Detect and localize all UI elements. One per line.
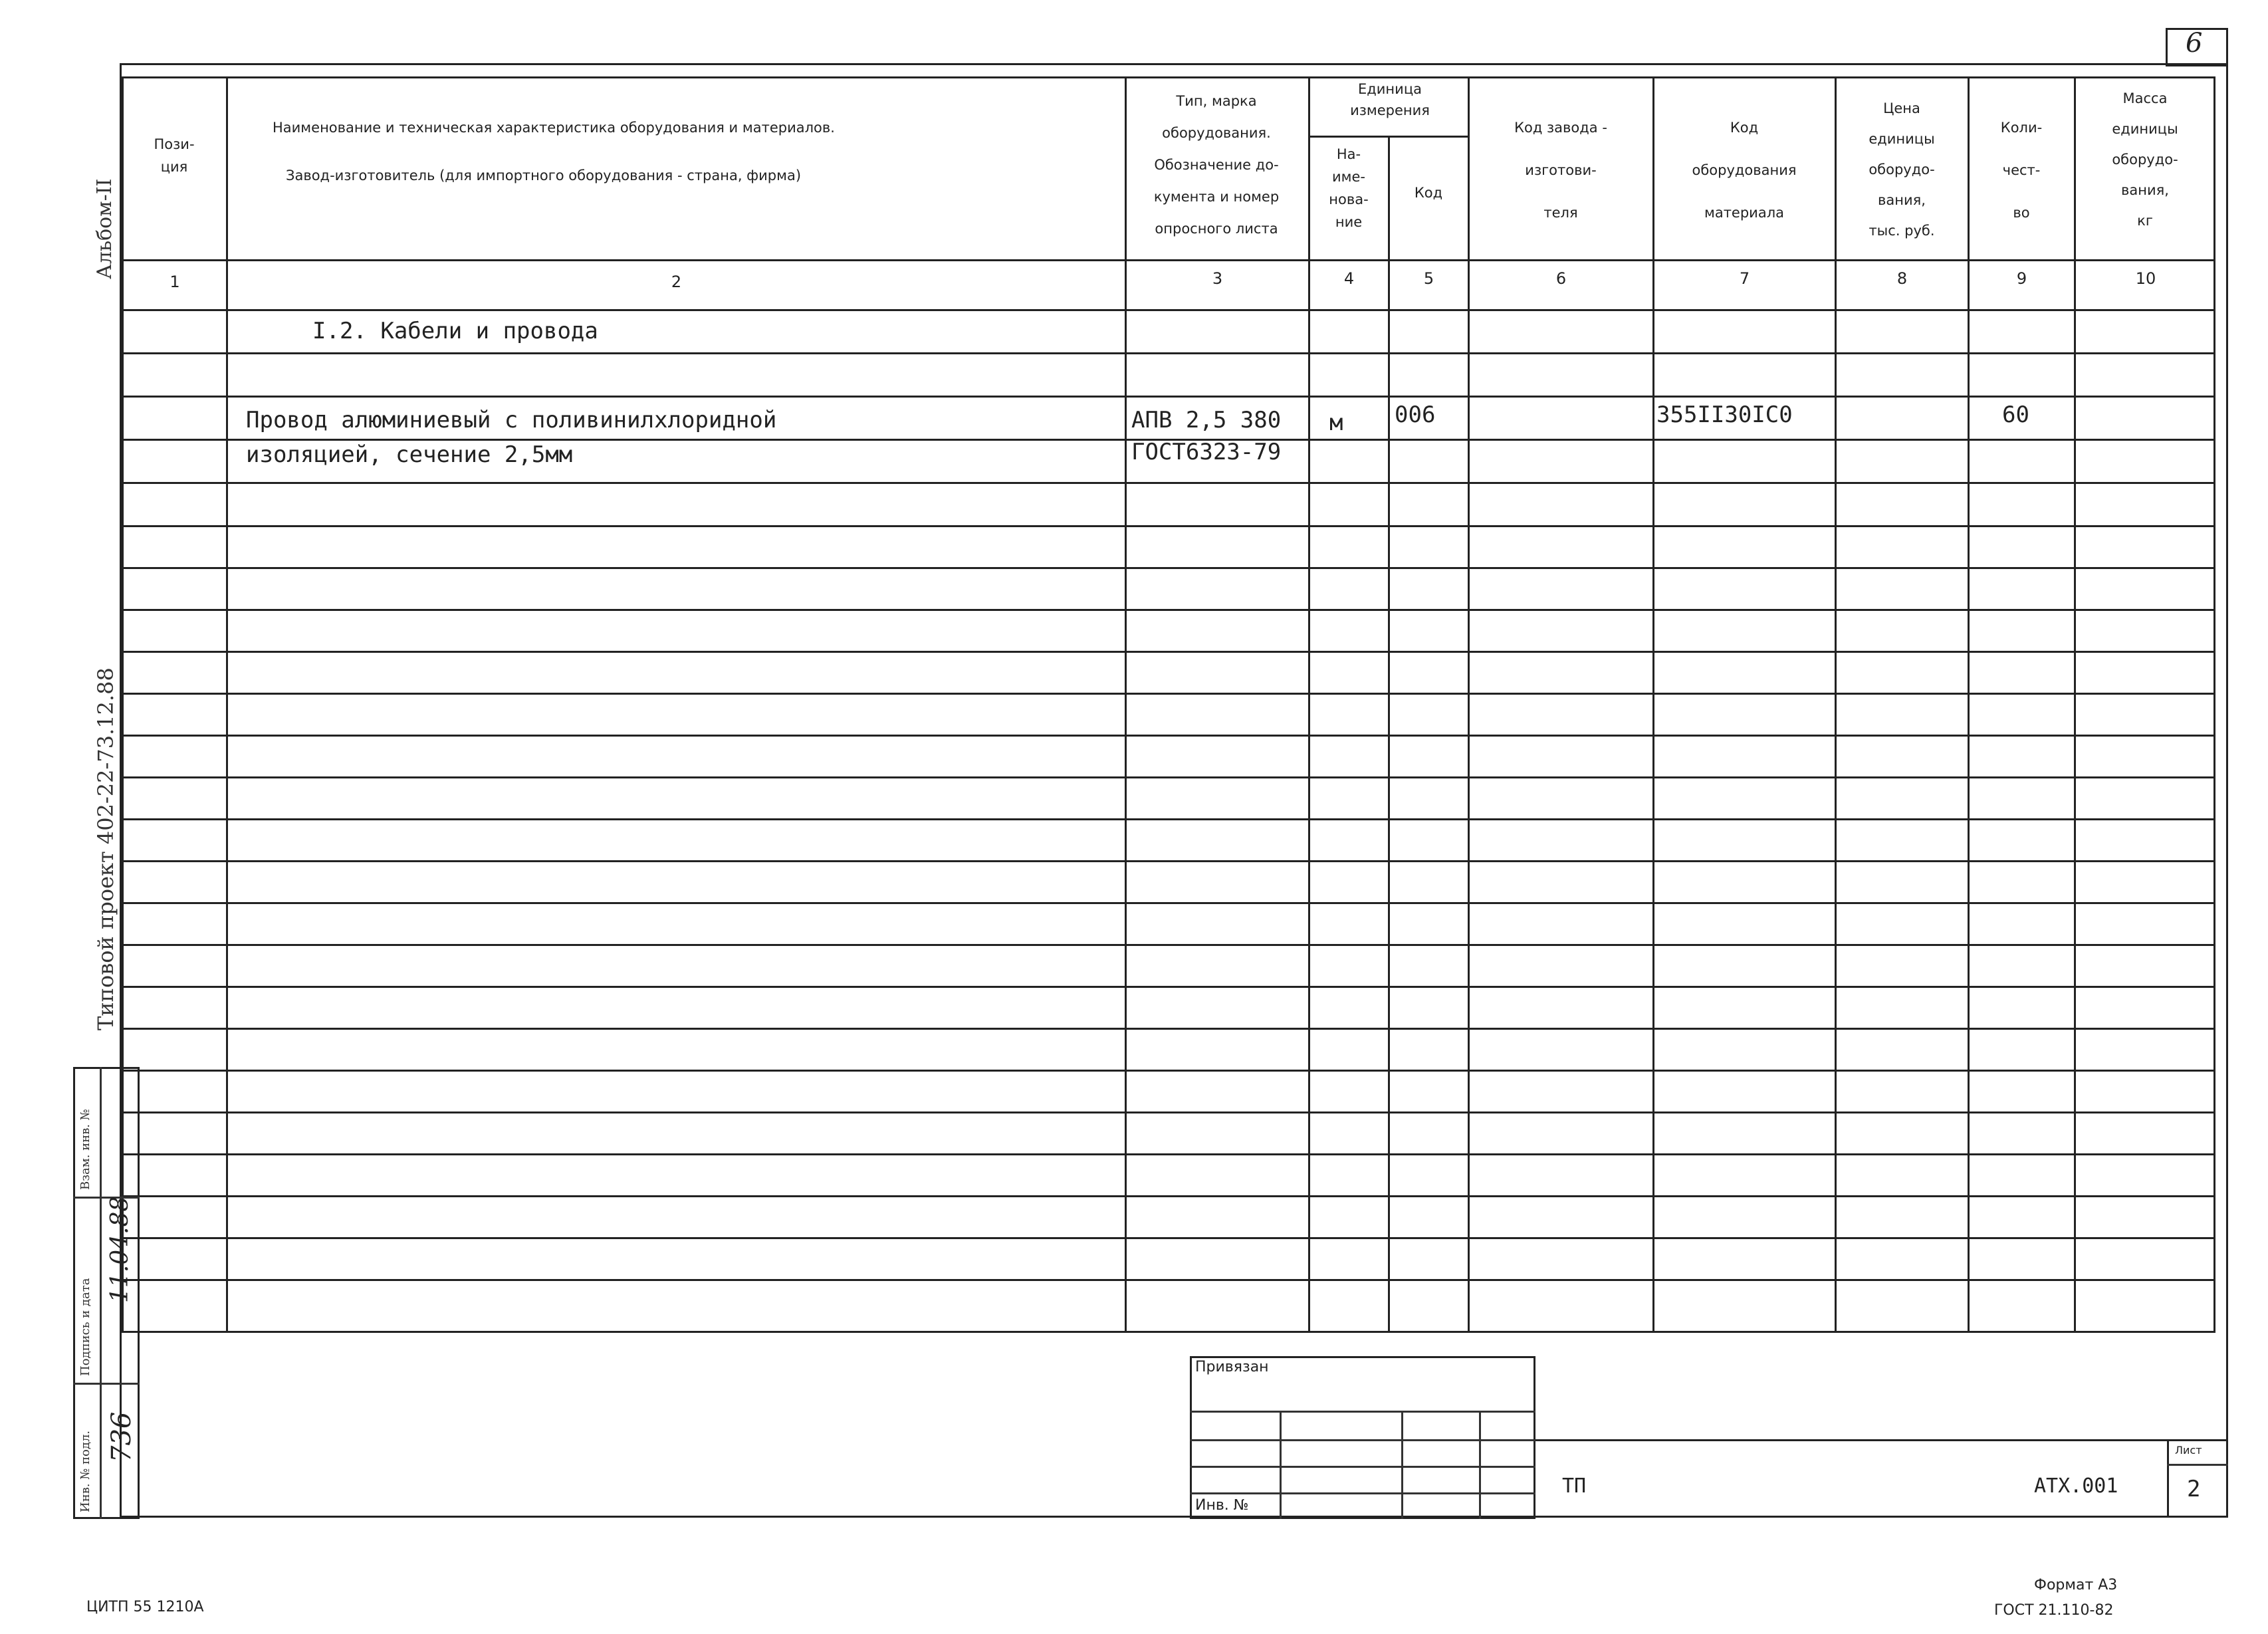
col10-header [2077, 83, 2213, 236]
handwritten-inv: 736 [106, 1411, 137, 1462]
col2-header-line1: Наименование и техническая характеристика оборудования и материалов. [273, 120, 835, 136]
bottom-left-code: ЦИТП 55 1210А [86, 1599, 204, 1615]
col8-header-line: Цена [1883, 100, 1920, 116]
col-line [1125, 76, 1127, 1333]
row-line [122, 735, 2215, 737]
col4-header-line: ние [1335, 214, 1363, 230]
sheet-number: 2 [2187, 1476, 2201, 1502]
attached-vline [1401, 1411, 1403, 1519]
col10-header-line: Масса [2122, 90, 2168, 106]
col-number: 10 [2135, 269, 2156, 288]
col-line [1652, 76, 1654, 1333]
row-line [122, 1153, 2215, 1155]
row-line [122, 776, 2215, 778]
item-name-line1: Провод алюминиевый с поливинилхлоридной [246, 407, 777, 433]
handwritten-date: 11.04.88 [106, 1196, 134, 1303]
row-line [122, 1111, 2215, 1113]
col1-header: Пози-ция [154, 136, 195, 175]
attached-line [1190, 1466, 1535, 1468]
number-row-line [122, 309, 2215, 311]
col-line [1968, 76, 1970, 1333]
header-bottom-line [122, 259, 2215, 261]
col6-header [1470, 106, 1651, 234]
row-line [122, 818, 2215, 820]
col2-header-line2: Завод-изготовитель (для импортного оборудования - страна, фирма) [286, 168, 802, 183]
section-title: I.2. Кабели и провода [312, 318, 598, 344]
col6-header-line: изготови- [1525, 162, 1597, 178]
col8-header-line: единицы [1869, 131, 1935, 147]
col10-header-line: вания, [2121, 182, 2169, 198]
col7-header-line: материала [1704, 205, 1784, 221]
row-line [122, 1237, 2215, 1239]
item-unit: м [1329, 409, 1343, 436]
col10-header-line: единицы [2112, 121, 2178, 137]
item-name-line2: изоляцией, сечение 2,5мм [246, 441, 573, 468]
col-line [226, 76, 228, 1333]
col9-header [1970, 106, 2073, 234]
row-line [122, 651, 2215, 653]
doc-code: АТХ.001 [2034, 1474, 2118, 1498]
row-line [122, 986, 2215, 988]
col3-header [1127, 85, 1305, 245]
row-line [122, 944, 2215, 946]
col6-header-line: Код завода - [1514, 120, 1607, 136]
col8-header-line: вания, [1878, 192, 1926, 208]
col10-header-line: кг [2137, 213, 2153, 229]
col4-header-line: нова- [1329, 191, 1369, 207]
attached-line [1190, 1439, 1535, 1441]
col-number: 2 [671, 273, 682, 291]
col-number: 7 [1739, 269, 1750, 288]
col-number: 3 [1212, 269, 1223, 288]
sheet-corner-number: 6 [2186, 28, 2203, 58]
attached-vline [1280, 1411, 1282, 1519]
item-unit-code: 006 [1395, 402, 1436, 428]
stamp-divider [73, 1383, 140, 1385]
spec-table [122, 76, 2215, 1333]
attached-block [1190, 1356, 1535, 1519]
col10-header-line: оборудо- [2112, 152, 2178, 168]
inv-label: Инв. № [1195, 1497, 1249, 1514]
stamp-sign-date: Подпись и дата [78, 1278, 92, 1376]
col-line [2074, 76, 2076, 1333]
row-line [122, 1070, 2215, 1072]
col-line [1468, 76, 1470, 1333]
col4-header-line: На- [1336, 146, 1361, 162]
col9-header-line: Коли- [2000, 120, 2043, 136]
row-line [122, 860, 2215, 862]
col-number: 9 [2016, 269, 2027, 288]
col5-header: Код [1414, 185, 1443, 201]
sheet-label: Лист [2175, 1444, 2202, 1457]
sheet-cell-split [2167, 1464, 2228, 1466]
row-line [122, 1028, 2215, 1030]
attached-line [1190, 1492, 1535, 1494]
col3-header-line: оборудования. [1162, 125, 1271, 141]
album-label: Альбом-II [93, 178, 116, 279]
col4-header-line: име- [1332, 169, 1365, 185]
row-line [122, 482, 2215, 484]
stamp-inv-orig: Инв. № подл. [78, 1430, 92, 1512]
item-type-line1: АПВ 2,5 380 [1131, 407, 1282, 433]
attached-vline [1479, 1411, 1481, 1519]
row-line [122, 609, 2215, 611]
col-number: 4 [1343, 269, 1355, 288]
header-subline [1308, 136, 1470, 138]
col3-header-line: Обозначение до- [1154, 157, 1279, 173]
stamp-divider [100, 1067, 102, 1519]
col3-header-line: опросного листа [1155, 221, 1278, 237]
stamp-replace-inv: Взам. инв. № [78, 1109, 92, 1190]
col6-header-line: теля [1543, 205, 1578, 221]
col7-header-line: Код [1730, 120, 1759, 136]
row-line [122, 693, 2215, 695]
item-material-code: 355II30IС0 [1656, 402, 1793, 428]
col8-header-line: тыс. руб. [1869, 223, 1935, 239]
col8-header-line: оборудо- [1869, 162, 1935, 177]
col7-header-line: оборудования [1692, 162, 1797, 178]
title-block-top [1535, 1439, 2228, 1441]
row-line [122, 902, 2215, 904]
col-number: 5 [1423, 269, 1434, 288]
project-label: Типовой проект 402-22-73.12.88 [93, 667, 118, 1030]
col9-header-line: во [2013, 205, 2030, 221]
col-line [1308, 76, 1310, 1333]
tp-label: ТП [1562, 1474, 1587, 1498]
item-quantity: 60 [2002, 402, 2029, 428]
row-line [122, 1195, 2215, 1197]
attached-label: Привязан [1195, 1359, 1269, 1375]
sheet-cell-line [2167, 1439, 2169, 1518]
col-number: 1 [170, 273, 180, 291]
col-number: 8 [1896, 269, 1908, 288]
col3-header-line: кумента и номер [1153, 189, 1280, 205]
attached-line [1190, 1411, 1535, 1413]
row-line [122, 567, 2215, 569]
col-number: 6 [1555, 269, 1567, 288]
row-line [122, 1279, 2215, 1281]
col8-header [1837, 93, 1966, 246]
col4-header [1311, 143, 1387, 233]
col3-header-line: Тип, марка [1176, 93, 1257, 109]
row-line [122, 525, 2215, 527]
unit-group-header: Единица измерения [1350, 81, 1430, 118]
col-line [1835, 76, 1837, 1333]
col9-header-line: чест- [2002, 162, 2041, 178]
item-type-line2: ГОСТ6323-79 [1131, 439, 1282, 465]
row-line [122, 352, 2215, 354]
bottom-right-format: Формат А3 [2034, 1577, 2118, 1593]
bottom-right-standard: ГОСТ 21.110-82 [1994, 1602, 2114, 1619]
col7-header [1655, 106, 1833, 234]
row-line [122, 396, 2215, 398]
